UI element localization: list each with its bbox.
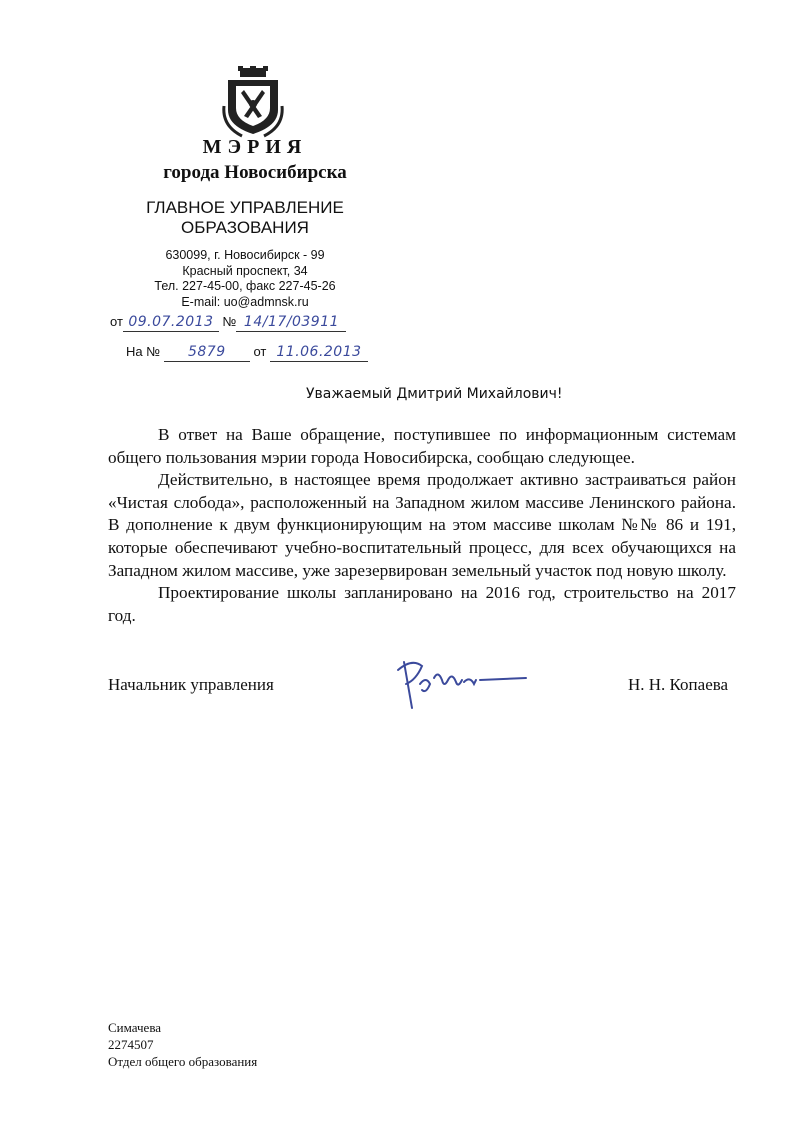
address-block	[110, 248, 380, 310]
paragraph: Проектирование школы запланировано на 2016 год, строительство на 2017 год.	[108, 583, 736, 625]
org-city: города Новосибирска	[163, 162, 347, 183]
executor-info	[108, 1019, 257, 1070]
address-line-1: 630099, г. Новосибирск - 99	[165, 248, 325, 262]
department-name	[95, 198, 395, 238]
handwritten-signature	[392, 650, 532, 720]
reply-number: 5879	[164, 344, 250, 362]
reply-date: 11.06.2013	[270, 344, 368, 362]
org-title: МЭРИЯ	[202, 136, 308, 158]
phone-fax: Тел. 227-45-00, факс 227-45-26	[154, 279, 336, 293]
executor-name: Симачева	[108, 1020, 162, 1035]
letter-body	[108, 424, 736, 627]
incoming-reference	[126, 344, 368, 362]
from-date: 09.07.2013	[123, 314, 219, 332]
outgoing-reference	[110, 314, 346, 332]
reply-date-label: от	[253, 344, 267, 359]
department-line-2: ОБРАЗОВАНИЯ	[181, 218, 309, 237]
paragraph: В ответ на Ваше обращение, поступившее по информационным системам общего пользования мэрии города Новосибирска, сообщаю следующее.	[108, 425, 736, 467]
executor-department: Отдел общего образования	[108, 1054, 258, 1069]
reply-label: На №	[126, 344, 161, 359]
signer-position: Начальник управления	[108, 675, 274, 694]
greeting: Уважаемый Дмитрий Михайлович!	[306, 386, 563, 402]
address-line-2: Красный проспект, 34	[182, 263, 308, 278]
outgoing-number: 14/17/03911	[236, 314, 346, 332]
department-line-1: ГЛАВНОЕ УПРАВЛЕНИЕ	[146, 198, 344, 217]
from-label: от	[110, 314, 123, 329]
signer-name: Н. Н. Копаева	[628, 675, 729, 694]
paragraph: Действительно, в настоящее время продолжает активно застраиваться район «Чистая слобода», расположенный на Западном жилом массиве Ленинского района. В дополнение к двум функционирующим на этом массиве школам №№ 86 и 191, которые обеспечивают учебно-воспитательный процесс, для всех обучающихся на Западном жилом массиве, уже зарезервирован земельный участок под новую школу.	[108, 470, 736, 580]
number-label: №	[222, 314, 237, 329]
coat-of-arms-icon	[222, 66, 284, 140]
email: E-mail: uo@admnsk.ru	[181, 294, 309, 309]
executor-phone: 2274507	[108, 1037, 154, 1052]
